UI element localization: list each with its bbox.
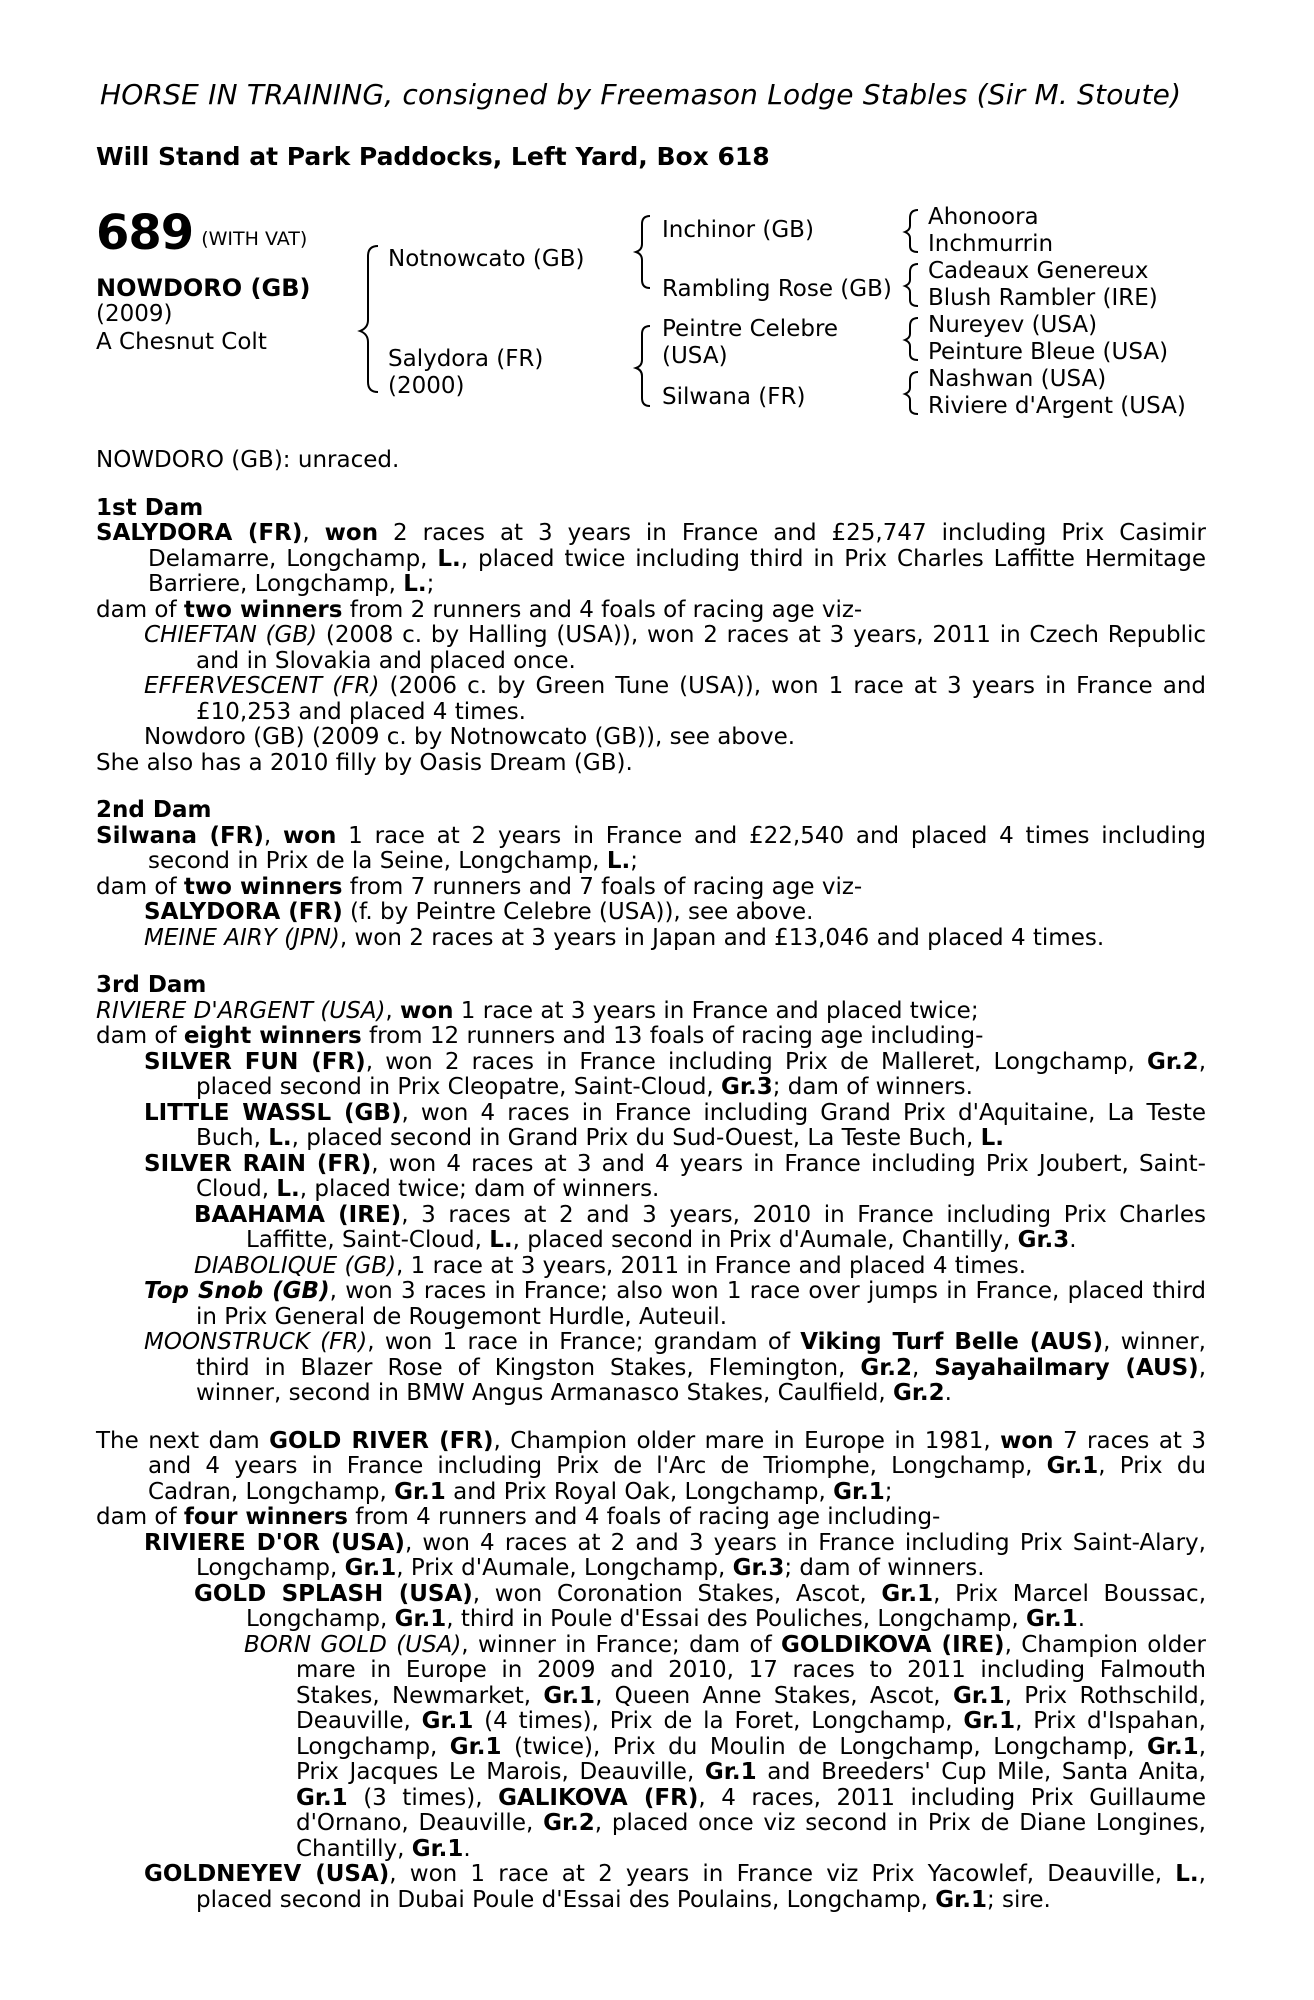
catalogue-text bbox=[96, 448, 1206, 1913]
offspring-nowdoro: Nowdoro (GB) (2009 c. by Notnowcato (GB)), see above. bbox=[144, 724, 796, 750]
dam-year: (2000) bbox=[388, 373, 465, 399]
offspring-born-gold: BORN GOLD (USA), winner in France; dam of GOLDIKOVA (IRE), Champion older mare in Europe in 2009 and 2010, 17 races to 2011 including Falmouth Stakes, Newmarket, Gr.1, Queen Anne Stakes, Ascot, Gr.1, Prix Rothschild, Deauville, Gr.1 (4 times), Prix de la Foret, Longchamp, Gr.1, Prix d'Ispahan, Longchamp, Gr.1 (twice), Prix du Moulin de Longchamp, Longchamp, Gr.1, Prix Jacques Le Marois, Deauville, Gr.1 and Breeders' Cup Mile, Santa Anita, Gr.1 (3 times), GALIKOVA (FR), 4 races, 2011 including Prix Guillaume d'Ornano, Deauville, Gr.2, placed once viz second in Prix de Diane Longines, Chantilly, Gr.1. bbox=[244, 1631, 1207, 1862]
offspring-top-snob: Top Snob (GB), won 3 races in France; also won 1 race over jumps in France, placed third in Prix General de Rougemont Hurdle, Auteuil. bbox=[144, 1278, 1206, 1330]
dd-sire: Nashwan (USA) bbox=[928, 366, 1107, 392]
fourth-dam-produce-summary: dam of four winners from 4 runners and 4 foals of racing age including- bbox=[96, 1504, 941, 1530]
fourth-dam-record: The next dam GOLD RIVER (FR), Champion older mare in Europe in 1981, won 7 races at 3 and 4 years in France including Prix de l'Arc de Triomphe, Longchamp, Gr.1, Prix du Cadran, Longchamp, Gr.1 and Prix Royal Oak, Longchamp, Gr.1; bbox=[96, 1427, 1206, 1505]
offspring-moonstruck: MOONSTRUCK (FR), won 1 race in France; grandam of Viking Turf Belle (AUS), winner, third in Blazer Rose of Kingston Stakes, Flemington, Gr.2, Sayahailmary (AUS), winner, second in BMW Angus Armanasco Stakes, Caulfield, Gr.2. bbox=[144, 1329, 1207, 1406]
third-dam-record: RIVIERE D'ARGENT (USA), won 1 race at 3 years in France and placed twice; bbox=[96, 997, 979, 1024]
ss-dam: Inchmurrin bbox=[928, 231, 1054, 257]
sire-sire: Inchinor (GB) bbox=[662, 217, 814, 243]
first-dam-produce-summary: dam of two winners from 2 runners and 4 foals of racing age viz- bbox=[96, 596, 863, 623]
offspring-little-wassl: LITTLE WASSL (GB), won 4 races in France including Grand Prix d'Aquitaine, La Teste Buch, L., placed second in Grand Prix du Sud-Ouest, La Teste Buch, L. bbox=[144, 1099, 1206, 1151]
vat-note: (WITH VAT) bbox=[201, 228, 308, 250]
dam-name: Salydora (FR) bbox=[388, 346, 544, 372]
offspring-effervescent: EFFERVESCENT (FR) (2006 c. by Green Tune (USA)), won 1 race at 3 years in France and £10,253 and placed 4 times. bbox=[144, 673, 1207, 725]
sd-dam: Blush Rambler (IRE) bbox=[928, 285, 1158, 311]
dam-sire-line2: (USA) bbox=[662, 343, 728, 369]
horse-description: A Chesnut Colt bbox=[96, 329, 267, 355]
ds-dam: Peinture Bleue (USA) bbox=[928, 339, 1169, 365]
offspring-baahama: BAAHAMA (IRE), 3 races at 2 and 3 years, 2010 in France including Prix Charles Laffitte, Saint-Cloud, L., placed second in Prix d'Aumale, Chantilly, Gr.3. bbox=[194, 1201, 1206, 1253]
dam-dam: Silwana (FR) bbox=[662, 384, 806, 410]
second-dam-heading: 2nd Dam bbox=[96, 797, 212, 823]
pedigree-brackets bbox=[0, 0, 1314, 440]
third-dam-produce-summary: dam of eight winners from 12 runners and 13 foals of racing age including- bbox=[96, 1023, 984, 1049]
first-dam-record: SALYDORA (FR), won 2 races at 3 years in France and £25,747 including Prix Casimir Delamarre, Longchamp, L., placed twice including third in Prix Charles Laffitte Hermitage Barriere, Longchamp, L.; bbox=[96, 520, 1206, 597]
ds-sire: Nureyev (USA) bbox=[928, 312, 1098, 338]
third-dam-heading: 3rd Dam bbox=[96, 972, 207, 998]
second-dam-produce-summary: dam of two winners from 7 runners and 7 foals of racing age viz- bbox=[96, 873, 863, 900]
second-dam-record: Silwana (FR), won 1 race at 2 years in France and £22,540 and placed 4 times including second in Prix de la Seine, Longchamp, L.; bbox=[96, 822, 1207, 874]
sire-name: Notnowcato (GB) bbox=[388, 246, 585, 272]
offspring-salydora: SALYDORA (FR) (f. by Peintre Celebre (USA)), see above. bbox=[144, 899, 814, 925]
dd-dam: Riviere d'Argent (USA) bbox=[928, 393, 1186, 419]
sd-sire: Cadeaux Genereux bbox=[928, 258, 1149, 284]
first-dam-heading: 1st Dam bbox=[96, 494, 204, 521]
stand-location: Will Stand at Park Paddocks, Left Yard, Box 618 bbox=[96, 142, 770, 171]
dam-sire-line1: Peintre Celebre bbox=[662, 316, 839, 342]
lot-number: 689 bbox=[96, 205, 194, 261]
horse-name: NOWDORO (GB) bbox=[96, 274, 311, 302]
offspring-gold-splash: GOLD SPLASH (USA), won Coronation Stakes, Ascot, Gr.1, Prix Marcel Boussac, Longchamp, Gr.1, third in Poule d'Essai des Pouliches, Longchamp, Gr.1. bbox=[194, 1580, 1207, 1632]
offspring-diabolique: DIABOLIQUE (GB), 1 race at 3 years, 2011 in France and placed 4 times. bbox=[194, 1252, 1027, 1279]
offspring-riviere-dor: RIVIERE D'OR (USA), won 4 races at 2 and 3 years in France including Prix Saint-Alary, Longchamp, Gr.1, Prix d'Aumale, Longchamp, Gr.3; dam of winners. bbox=[144, 1529, 1206, 1581]
offspring-silver-fun: SILVER FUN (FR), won 2 races in France including Prix de Malleret, Longchamp, Gr.2, placed second in Prix Cleopatre, Saint-Cloud, Gr.3; dam of winners. bbox=[144, 1048, 1206, 1100]
ss-sire: Ahonoora bbox=[928, 204, 1039, 230]
page-header: HORSE IN TRAINING, consigned by Freemason Lodge Stables (Sir M. Stoute) bbox=[100, 78, 1182, 111]
offspring-goldneyev: GOLDNEYEV (USA), won 1 race at 2 years in France viz Prix Yacowlef, Deauville, L., placed second in Dubai Poule d'Essai des Poulains, Longchamp, Gr.1; sire. bbox=[144, 1861, 1206, 1913]
horse-year: (2009) bbox=[96, 301, 173, 327]
offspring-chieftan: CHIEFTAN (GB) (2008 c. by Halling (USA)), won 2 races at 3 years, 2011 in Czech Republic and in Slovakia and placed once. bbox=[144, 622, 1207, 674]
offspring-silver-rain: SILVER RAIN (FR), won 4 races at 3 and 4 years in France including Prix Joubert, Saint-Cloud, L., placed twice; dam of winners. bbox=[144, 1150, 1206, 1202]
sire-dam: Rambling Rose (GB) bbox=[662, 276, 892, 302]
unraced-note: NOWDORO (GB): unraced. bbox=[96, 447, 400, 473]
offspring-meine-airy: MEINE AIRY (JPN), won 2 races at 3 years in Japan and £13,046 and placed 4 times. bbox=[144, 924, 1105, 951]
first-dam-also: She also has a 2010 filly by Oasis Dream (GB). bbox=[96, 749, 633, 776]
